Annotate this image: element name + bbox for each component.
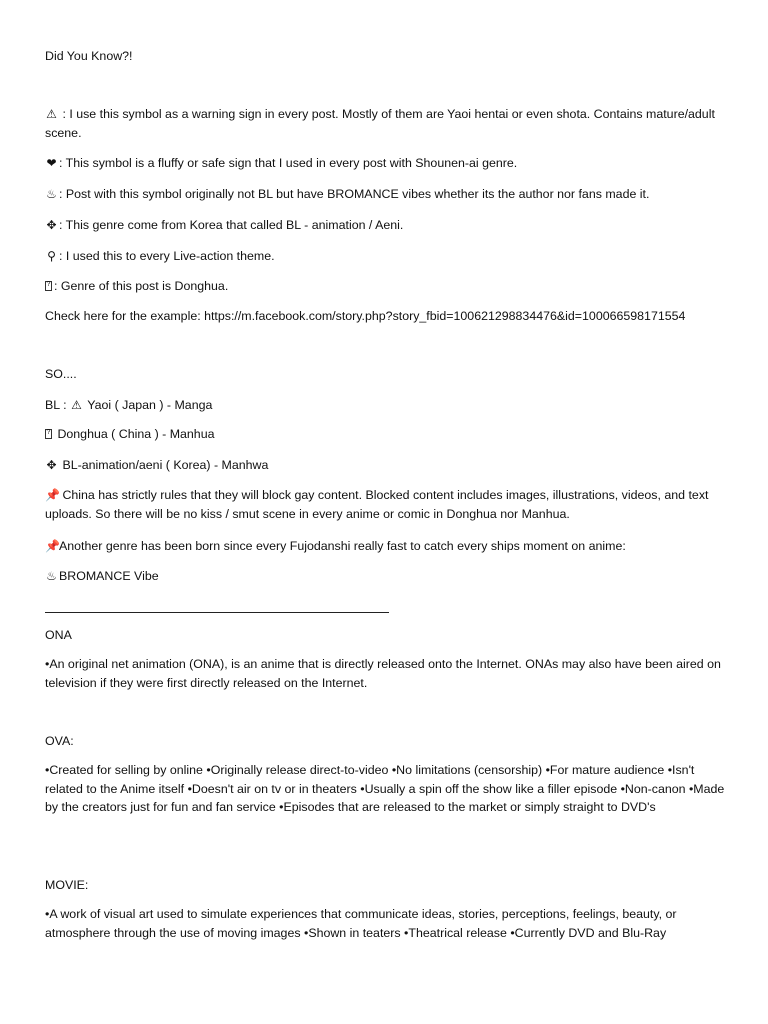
bromance-text: BROMANCE Vibe <box>59 569 159 583</box>
genre-prefix: BL : <box>45 398 71 412</box>
hot-springs-icon: ♨ <box>46 187 57 201</box>
symbol-hot-springs-line <box>45 185 725 204</box>
symbol-description: : I use this symbol as a warning sign in every post. Mostly of them are Yaoi hentai or even shota. Contains mature/adult scene. <box>45 107 715 140</box>
so-heading: SO.... <box>45 367 77 381</box>
pushpin-icon: 📌 <box>45 488 60 502</box>
ova-body: •Created for selling by online •Originally release direct-to-video •No limitations (censorship) •For mature audience •Isn't related to the Anime itself •Doesn't air on tv or in theaters •Usually a spin off the show like a filler episode •Non-canon •Made by the creators just for fun and fan service •Episodes that are released to the market or simply straight to DVD's <box>45 763 725 814</box>
heart-icon: ❤ <box>46 156 57 170</box>
genre-text: BL-animation/aeni ( Korea) - Manhwa <box>59 458 269 472</box>
bromance-line <box>45 567 725 586</box>
movie-heading: MOVIE: <box>45 878 89 892</box>
note-china <box>45 486 725 523</box>
page-title: Did You Know?! <box>45 49 133 63</box>
symbol-pin-line <box>45 247 725 266</box>
genre-line-bl <box>45 396 725 415</box>
note-text: China has strictly rules that they will block gay content. Blocked content includes images, illustrations, videos, and text uploads. So there will be no kiss / smut scene in every anime or comic in Donghua nor Manhua. <box>45 488 709 521</box>
genre-line-aeni <box>45 456 725 475</box>
sparkle-icon: ✥ <box>46 458 57 472</box>
pushpin-icon: 📌 <box>45 539 60 553</box>
symbol-heart-line <box>45 154 725 173</box>
symbol-description: : Genre of this post is Donghua. <box>54 279 229 293</box>
ova-heading: OVA: <box>45 734 74 748</box>
pin-icon: ⚲ <box>47 249 56 263</box>
note-text: Another genre has been born since every Fujodanshi really fast to catch every ships moment on anime: <box>59 539 626 553</box>
symbol-sparkle-line <box>45 216 725 235</box>
ona-heading: ONA <box>45 628 72 642</box>
hot-springs-icon: ♨ <box>46 569 57 583</box>
warning-icon: ⚠ <box>71 398 82 412</box>
example-link-line: Check here for the example: https://m.facebook.com/story.php?story_fbid=100621298834476&id=100066598171554 <box>45 309 686 323</box>
section-divider <box>45 612 389 613</box>
symbol-description: : This genre come from Korea that called BL - animation / Aeni. <box>59 218 404 232</box>
symbol-warning-line <box>45 105 725 142</box>
ona-body: •An original net animation (ONA), is an anime that is directly released onto the Internet. ONAs may also have been aired on television if they were first directly released on the Internet. <box>45 657 721 690</box>
symbol-description: : I used this to every Live-action theme. <box>59 249 275 263</box>
note-genre <box>45 537 725 556</box>
genre-text: Yaoi ( Japan ) - Manga <box>84 398 213 412</box>
symbol-description: : This symbol is a fluffy or safe sign that I used in every post with Shounen-ai genre. <box>59 156 518 170</box>
unknown-glyph-icon <box>45 429 52 439</box>
sparkle-icon: ✥ <box>46 218 57 232</box>
genre-text: Donghua ( China ) - Manhua <box>54 427 215 441</box>
warning-icon: ⚠ <box>46 107 57 121</box>
genre-line-donghua <box>45 425 725 444</box>
movie-body: •A work of visual art used to simulate experiences that communicate ideas, stories, perceptions, feelings, beauty, or atmosphere through the use of moving images •Shown in teaters •Theatrical release •Currently DVD and Blu-Ray <box>45 907 677 940</box>
symbol-description: : Post with this symbol originally not BL but have BROMANCE vibes whether its the author nor fans made it. <box>59 187 650 201</box>
unknown-glyph-icon <box>45 281 52 291</box>
symbol-donghua-line <box>45 277 725 296</box>
